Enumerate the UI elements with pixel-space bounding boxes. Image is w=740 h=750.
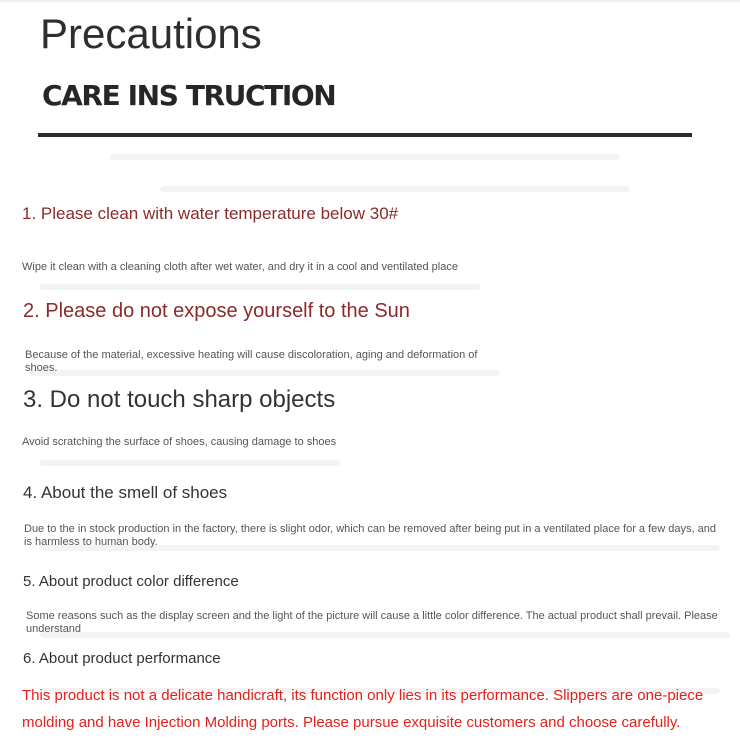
section-heading-6: 6. About product performance [23,650,221,667]
divider-rule [38,133,692,137]
page-title: Precautions [40,10,262,57]
notice-text: This product is not a delicate handicraft, its function only lies in its performance. Slippers are one-piece molding and have Injection Molding ports. Please pursue exquisite customers and choose carefully. [22,687,704,731]
background-watermark [160,186,630,192]
section-body-5: Some reasons such as the display screen and the light of the picture will cause a little color difference. The actual product shall prevail. Please understand [26,610,718,635]
section-heading-3: 3. Do not touch sharp objects [23,386,336,413]
background-watermark [40,460,340,466]
section-body-2: Because of the material, excessive heating will cause discoloration, aging and deformation of shoes. [25,349,478,374]
section-heading-5: 5. About product color difference [23,573,239,590]
section-heading-4: 4. About the smell of shoes [23,483,228,502]
section-heading-1: 1. Please clean with water temperature below 30# [22,204,399,223]
background-watermark [110,154,620,160]
section-body-1: Wipe it clean with a cleaning cloth after wet water, and dry it in a cool and ventilated place [22,261,458,273]
section-body-3: Avoid scratching the surface of shoes, causing damage to shoes [22,436,337,448]
page-subtitle: CARE INS TRUCTION [42,79,336,112]
section-heading-2: 2. Please do not expose yourself to the Sun [23,300,410,322]
top-border [0,0,740,2]
section-body-4: Due to the in stock production in the factory, there is slight odor, which can be removed after being put in a ventilated place for a few days, and is harmless to human body. [24,523,716,548]
background-watermark [40,284,480,290]
